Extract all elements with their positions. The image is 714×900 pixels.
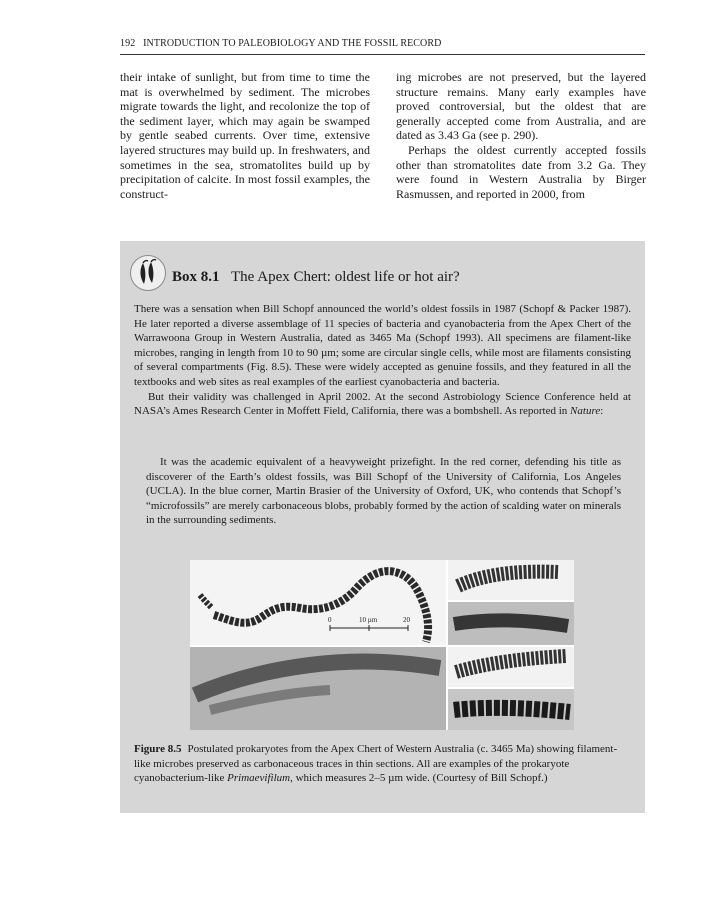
figure-8-5 [190,560,574,730]
box-8-1 [120,241,645,813]
scale-label-start: 0 [328,616,332,624]
paragraph: Perhaps the oldest currently accepted fossils other than stromatolites date from 3.2 Ga. They were found in Western Australia by Birger Rasmussen, and reported in 2000, from [396,142,646,201]
paragraph: There was a sensation when Bill Schopf announced the world’s oldest fossils in 1987 (Schopf & Packer 1987). He later reported a diverse assemblage of 11 species of bacteria and cyanobacteria from the Apex Chert of the Warrawoona Group in Western Australia, dated as 3465 Ma (Schopf 1993). All specimens are filament-like microbes, ranging in length from 10 to 90 µm; some are circular single cells, while most are filaments consisting of several compartments (Fig. 8.5). These were widely accepted as genuine fossils, and they featured in all the textbooks and web sites as real examples of the earliest cyanobacteria and bacteria. [134,303,631,388]
box-label: Box 8.1 [172,269,220,285]
running-title: INTRODUCTION TO PALEOBIOLOGY AND THE FOSSIL RECORD [143,38,442,49]
figure-label: Figure 8.5 [134,743,182,755]
text-column-right [396,70,646,201]
box-icon [130,255,166,291]
figure-caption: Figure 8.5 Postulated prokaryotes from the Apex Chert of Western Australia (c. 3465 Ma) showing filament-like microbes preserved as carbonaceous traces in thin sections. All are examples of the prokaryote cyanobacterium-like Primaevifilum, which measures 2–5 µm wide. (Courtesy of Bill Schopf.) [134,743,618,785]
running-header [120,38,645,55]
scale-label-mid: 10 µm [359,616,378,624]
page-number: 192 [120,38,136,49]
filament-fossil [454,708,570,712]
filament-fossil [454,620,568,626]
journal-name: Nature [570,405,601,418]
paragraph: their intake of sunlight, but from time to time the mat is overwhelmed by sediment. The microbes migrate towards the light, and recolonize the top of the sediment layer, which may again be swamped by gentle seabed currents. Over time, extensive layered structures may build up. In freshwaters, and sometimes in the sea, stromatolites build up by precipitation of calcite. In most fossil examples, the construct- [120,70,370,201]
text-column-left [120,70,370,201]
quote-text: It was the academic equivalent of a heavyweight prizefight. In the red corner, defending his title as discoverer of the Earth’s oldest fossils, was Bill Schopf of the University of California, Los Angeles (UCLA). In the blue corner, Martin Brasier of the University of Oxford, UK, who contends that Schopf’s “microfossils” are merely carbonaceous blobs, probably formed by the action of scalding water on minerals in the surrounding sediments. [146,456,621,527]
genus-name: Primaevifilum [227,772,291,785]
paragraph: ing microbes are not preserved, but the layered structure remains. Many early examples have proved controversial, but the oldest that are generally accepted come from Australia, and are dated as 3.43 Ga (see p. 290). [396,70,646,143]
box-body [134,302,631,419]
scale-label-end: 20 [403,616,410,624]
micrograph-figure [190,560,574,730]
micrograph-panel-a [190,560,446,645]
box-heading: The Apex Chert: oldest life or hot air? [231,269,460,285]
block-quote [146,455,621,528]
paragraph: But their validity was challenged in April 2002. At the second Astrobiology Science Conference held at NASA’s Ames Research Center in Moffett Field, California, there was a bombshell. As reported in Nature: [134,390,631,418]
box-title [172,269,460,286]
